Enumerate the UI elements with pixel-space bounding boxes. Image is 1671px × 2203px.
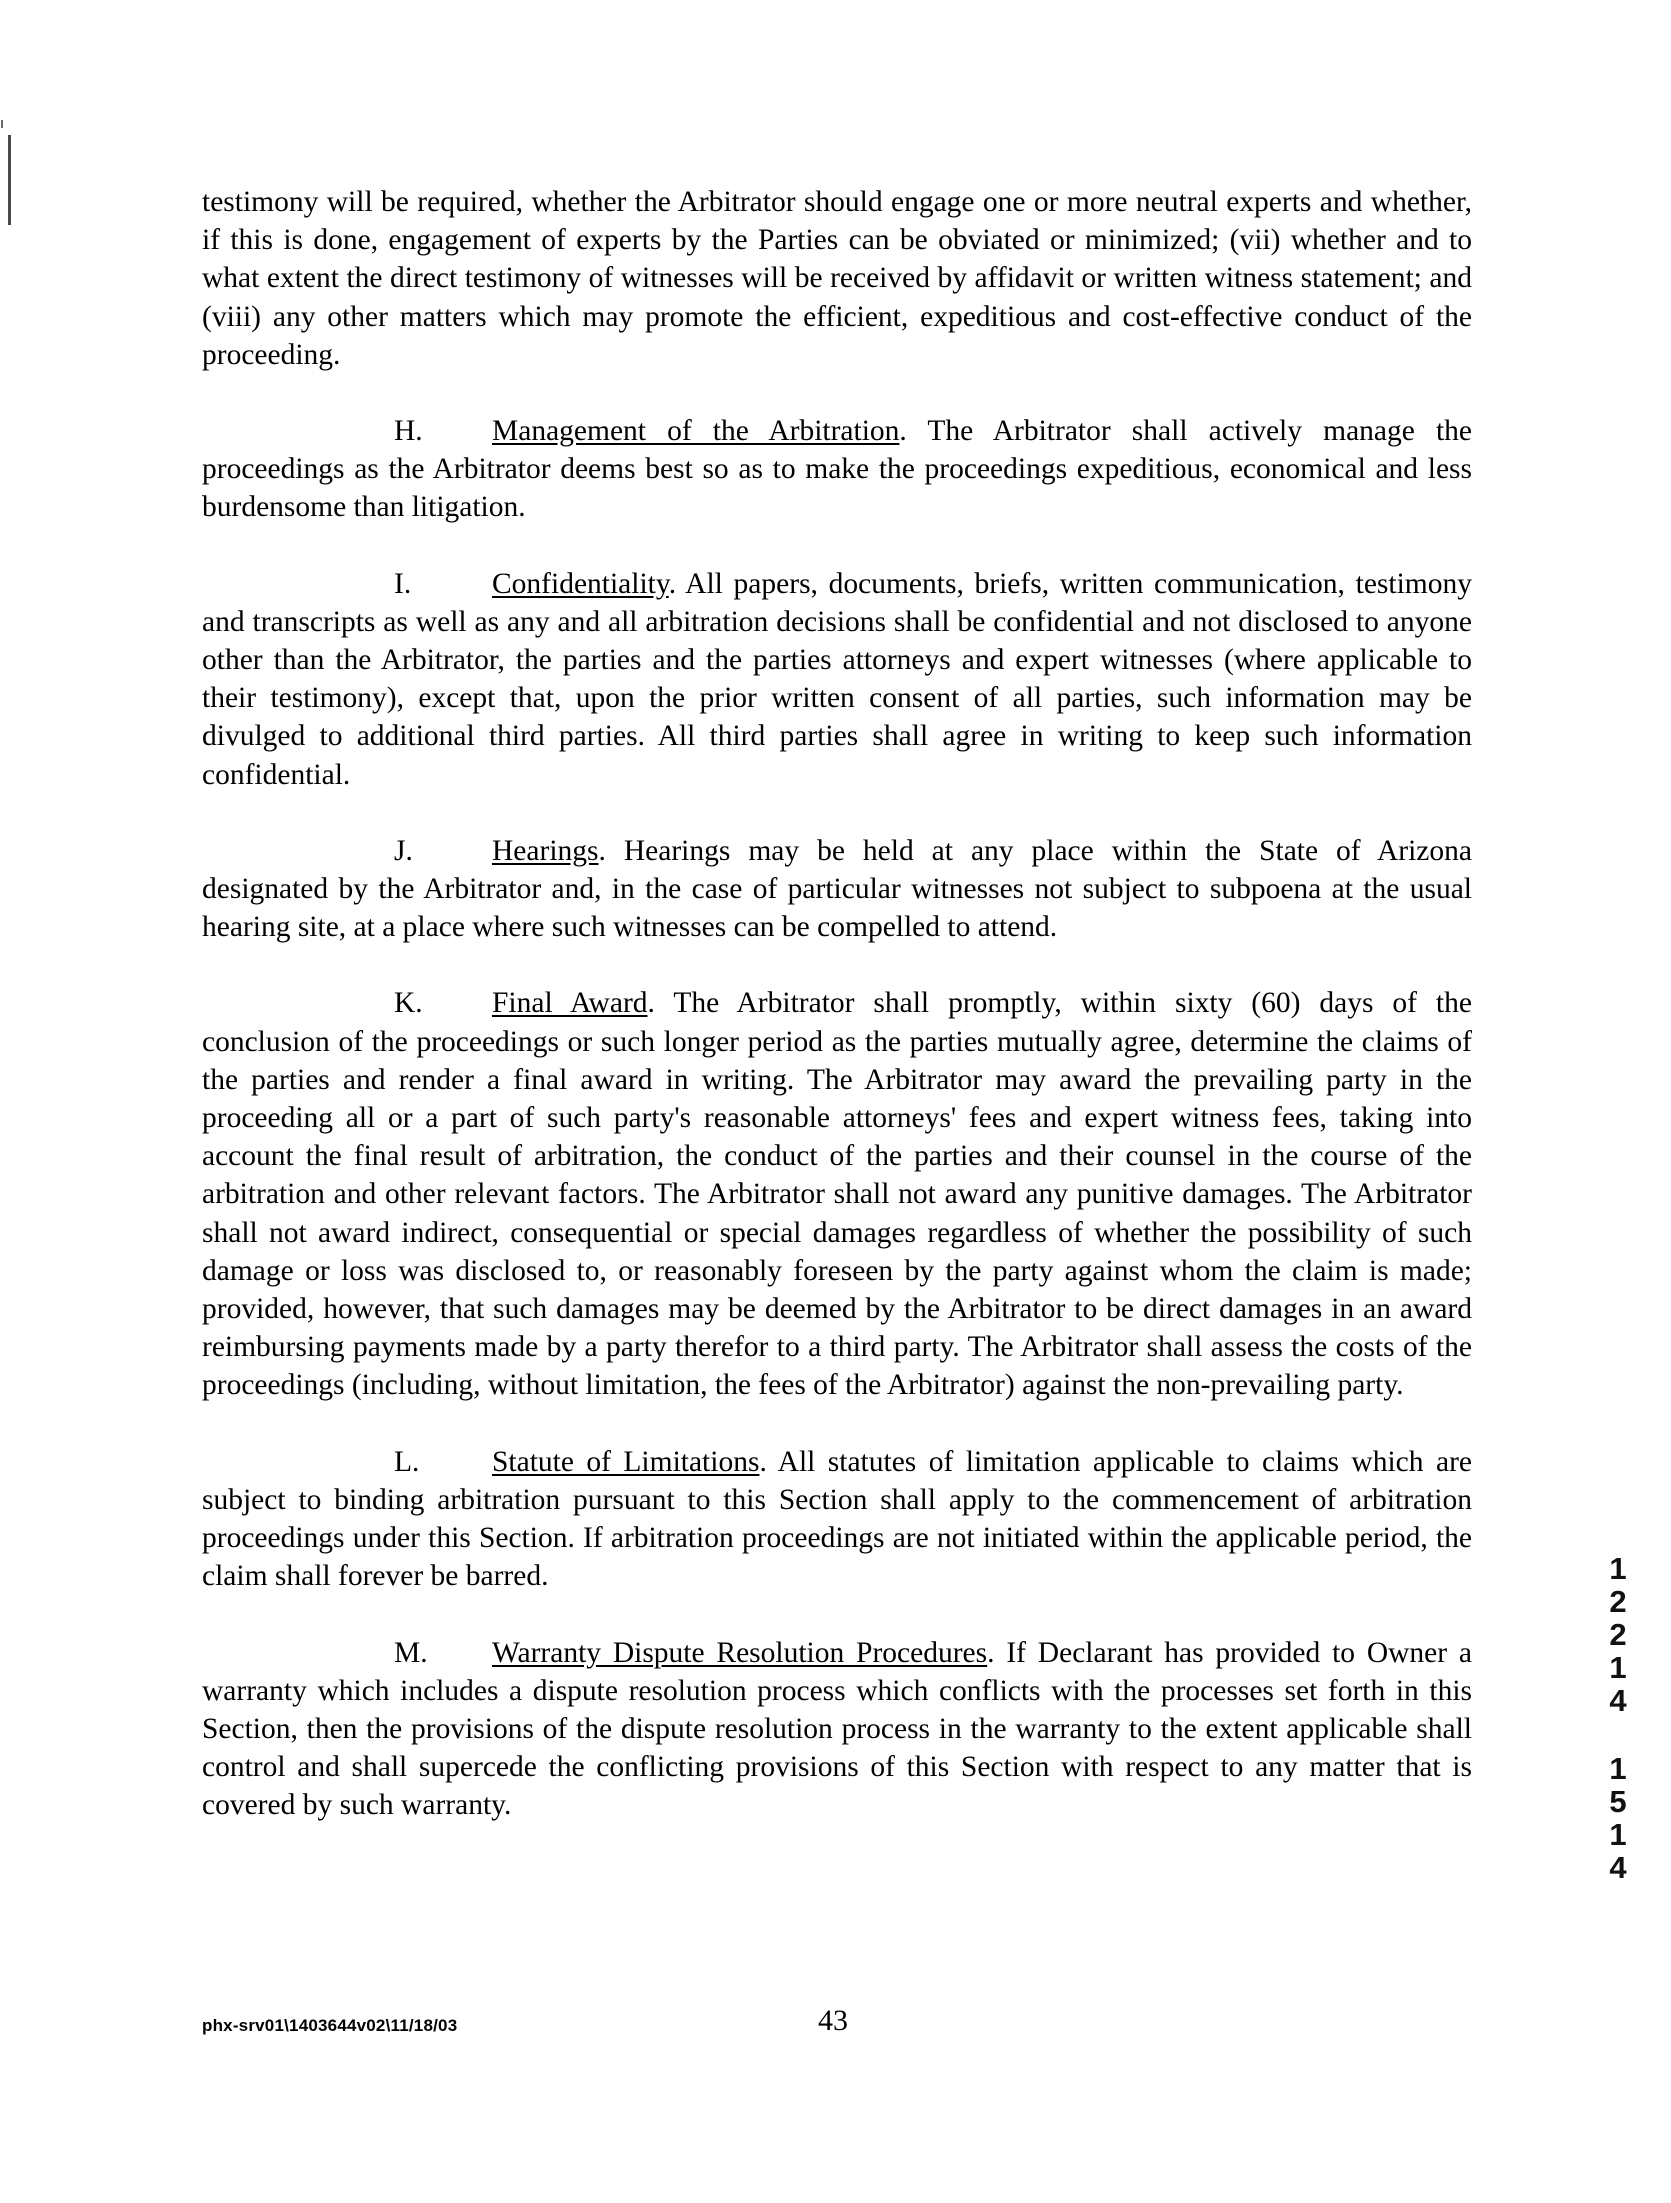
scan-binder-mark [8, 135, 11, 225]
paragraph-m-warranty-dispute [202, 1634, 1472, 1825]
paragraph-i-confidentiality [202, 565, 1472, 794]
section-heading: Hearings [492, 834, 599, 867]
stamp-digit: 2 [1609, 1617, 1627, 1652]
stamp-digit: 4 [1609, 1683, 1627, 1718]
paragraph-k-final-award [202, 984, 1472, 1404]
section-heading: Confidentiality [492, 567, 669, 600]
paragraph-text: . The Arbitrator shall promptly, within sixty (60) days of the conclusion of the proceedings or such longer period as the parties mutually agree, determine the claims of the parties and render a final award in writing. The Arbitrator may award the prevailing party in the proceeding all or a part of such party's reasonable attorneys' fees and expert witness fees, taking into account the final result of arbitration, the conduct of the parties and their counsel in the course of the arbitration and other relevant factors. The Arbitrator shall not award any punitive damages. The Arbitrator shall not award indirect, consequential or special damages regardless of whether the possibility of such damage or loss was disclosed to, or reasonably foreseen by the party against whom the claim is made; provided, however, that such damages may be deemed by the Arbitrator to be direct damages in an award reimbursing payments made by a party therefor to a third party. The Arbitrator shall assess the costs of the proceedings (including, without limitation, the fees of the Arbitrator) against the non-prevailing party. [202, 987, 1472, 1402]
stamp-digit: 5 [1609, 1784, 1627, 1819]
paragraph-text: . Hearings may be held at any place within the State of Arizona designated by the Arbitrator and, in the case of particular witnesses not subject to subpoena at the usual hearing site, at a place where such witnesses can be compelled to attend. [202, 834, 1472, 944]
recording-stamp-top [1598, 1552, 1638, 1717]
section-label: K. [394, 987, 423, 1020]
section-label: L. [394, 1445, 420, 1478]
paragraph-text: . If Declarant has provided to Owner a warranty which includes a dispute resolution process which conflicts with the processes set forth in this Section, then the provisions of the dispute resolution process in the warranty to the extent applicable shall control and shall supercede the conflicting provisions of this Section with respect to any matter that is covered by such warranty. [202, 1636, 1473, 1822]
scan-binder-mark [1, 120, 3, 128]
stamp-digit: 1 [1609, 1751, 1627, 1786]
section-heading: Final Award [492, 987, 648, 1020]
footer-document-id: phx-srv01\1403644v02\11/18/03 [202, 2016, 458, 2035]
paragraph-text: . The Arbitrator shall actively manage the proceedings as the Arbitrator deems best so as to make the proceedings expeditious, economical and less burdensome than litigation. [202, 415, 1473, 524]
section-label: I. [394, 567, 412, 600]
stamp-digit: 4 [1609, 1850, 1627, 1885]
paragraph-text: testimony will be required, whether the Arbitrator should engage one or more neutral experts and whether, if this is done, engagement of experts by the Parties can be obviated or minimized; (vii) whether and to what extent the direct testimony of witnesses will be received by affidavit or written witness statement; and (viii) any other matters which may promote the efficient, expeditious and cost-effective conduct of the proceeding. [202, 186, 1472, 371]
stamp-digit: 1 [1609, 1551, 1627, 1586]
page-number: 43 [818, 2004, 848, 2037]
paragraph-intro [202, 183, 1472, 374]
stamp-digit: 1 [1609, 1817, 1627, 1852]
section-heading: Management of the Arbitration [492, 415, 900, 448]
stamp-digit: 2 [1609, 1584, 1627, 1619]
paragraph-l-statute-of-limitations [202, 1443, 1472, 1596]
paragraph-j-hearings [202, 832, 1472, 947]
section-heading: Statute of Limitations [492, 1445, 760, 1478]
paragraph-h-management [202, 412, 1472, 527]
document-body [202, 183, 1472, 1863]
paragraph-text: . All statutes of limitation applicable to claims which are subject to binding arbitration pursuant to this Section shall apply to the commencement of arbitration proceedings under this Section. If arbitration proceedings are not initiated within the applicable period, the claim shall forever be barred. [202, 1445, 1472, 1593]
section-label: M. [394, 1636, 428, 1669]
section-heading: Warranty Dispute Resolution Procedures [492, 1636, 988, 1669]
section-label: J. [394, 834, 413, 867]
section-label: H. [394, 415, 423, 448]
paragraph-text: . All papers, documents, briefs, written communication, testimony and transcripts as well as any and all arbitration decisions shall be confidential and not disclosed to anyone other than the Arbitrator, the parties and the parties attorneys and expert witnesses (where applicable to their testimony), except that, upon the prior written consent of all parties, such information may be divulged to additional third parties. All third parties shall agree in writing to keep such information confidential. [202, 567, 1472, 791]
stamp-digit: 1 [1609, 1650, 1627, 1685]
recording-stamp-bottom [1598, 1752, 1638, 1884]
